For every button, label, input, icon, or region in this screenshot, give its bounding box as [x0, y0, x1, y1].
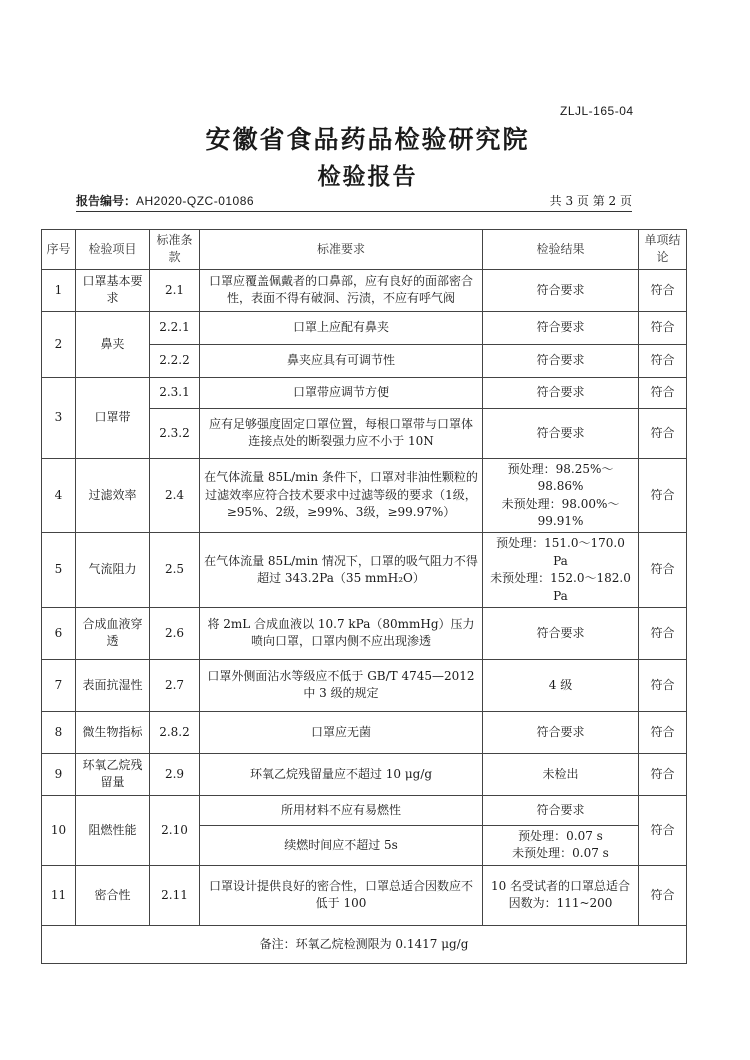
note-row	[42, 925, 687, 963]
cell-requirement: 将 2mL 合成血液以 10.7 kPa（80mmHg）压力喷向口罩，口罩内侧不应出现渗透	[200, 607, 483, 659]
header-seq: 序号	[42, 230, 76, 270]
table-row	[42, 795, 687, 825]
cell-clause: 2.1	[150, 269, 200, 311]
cell-item: 合成血液穿透	[76, 607, 150, 659]
cell-result: 符合要求	[483, 408, 639, 458]
cell-seq: 6	[42, 607, 76, 659]
cell-clause: 2.3.1	[150, 377, 200, 408]
cell-conclusion: 符合	[639, 533, 687, 608]
cell-clause: 2.10	[150, 795, 200, 865]
cell-conclusion: 符合	[639, 344, 687, 377]
cell-result: 符合要求	[483, 269, 639, 311]
cell-seq: 8	[42, 711, 76, 753]
cell-result: 符合要求	[483, 607, 639, 659]
header-result: 检验结果	[483, 230, 639, 270]
cell-item: 过滤效率	[76, 458, 150, 533]
cell-item: 环氧乙烷残留量	[76, 753, 150, 795]
header-item: 检验项目	[76, 230, 150, 270]
cell-item: 密合性	[76, 865, 150, 925]
cell-item: 表面抗湿性	[76, 659, 150, 711]
table-header-row	[42, 230, 687, 270]
cell-conclusion: 符合	[639, 408, 687, 458]
page-indicator: 共 3 页 第 2 页	[549, 194, 632, 208]
cell-seq: 5	[42, 533, 76, 608]
cell-requirement: 口罩上应配有鼻夹	[200, 311, 483, 344]
cell-conclusion: 符合	[639, 795, 687, 865]
cell-requirement: 口罩带应调节方便	[200, 377, 483, 408]
cell-clause: 2.3.2	[150, 408, 200, 458]
cell-clause: 2.2.1	[150, 311, 200, 344]
cell-clause: 2.6	[150, 607, 200, 659]
header-requirement: 标准要求	[200, 230, 483, 270]
cell-requirement: 所用材料不应有易燃性	[200, 795, 483, 825]
cell-conclusion: 符合	[639, 269, 687, 311]
cell-seq: 11	[42, 865, 76, 925]
cell-result: 符合要求	[483, 344, 639, 377]
cell-conclusion: 符合	[639, 377, 687, 408]
cell-result: 符合要求	[483, 311, 639, 344]
header-rule	[76, 211, 632, 212]
report-title: 检验报告	[317, 164, 418, 190]
table-row	[42, 753, 687, 795]
cell-clause: 2.5	[150, 533, 200, 608]
table-row	[42, 533, 687, 608]
cell-result: 4 级	[483, 659, 639, 711]
cell-result: 符合要求	[483, 377, 639, 408]
cell-seq: 1	[42, 269, 76, 311]
cell-requirement: 续燃时间应不超过 5s	[200, 825, 483, 865]
cell-result: 符合要求	[483, 711, 639, 753]
cell-seq: 3	[42, 377, 76, 458]
inspection-table	[41, 229, 687, 964]
cell-clause: 2.2.2	[150, 344, 200, 377]
cell-result: 未检出	[483, 753, 639, 795]
cell-clause: 2.9	[150, 753, 200, 795]
cell-result: 预处理：151.0～170.0 Pa 未预处理：152.0～182.0 Pa	[483, 533, 639, 608]
cell-clause: 2.7	[150, 659, 200, 711]
cell-requirement: 鼻夹应具有可调节性	[200, 344, 483, 377]
table-row	[42, 377, 687, 408]
cell-result: 10 名受试者的口罩总适合因数为：111~200	[483, 865, 639, 925]
cell-conclusion: 符合	[639, 659, 687, 711]
note-text: 备注：环氧乙烷检测限为 0.1417 μg/g	[42, 925, 687, 963]
cell-item: 微生物指标	[76, 711, 150, 753]
cell-result: 符合要求	[483, 795, 639, 825]
document-code: ZLJL-165-04	[560, 104, 634, 118]
table-row	[42, 659, 687, 711]
cell-conclusion: 符合	[639, 753, 687, 795]
cell-seq: 10	[42, 795, 76, 865]
cell-requirement: 口罩应无菌	[200, 711, 483, 753]
cell-requirement: 口罩应覆盖佩戴者的口鼻部，应有良好的面部密合性，表面不得有破洞、污渍，不应有呼气阀	[200, 269, 483, 311]
cell-conclusion: 符合	[639, 865, 687, 925]
institute-title: 安徽省食品药品检验研究院	[205, 125, 530, 154]
cell-result: 预处理：98.25%～98.86% 未预处理：98.00%～99.91%	[483, 458, 639, 533]
cell-seq: 9	[42, 753, 76, 795]
cell-requirement: 在气体流量 85L/min 情况下，口罩的吸气阻力不得超过 343.2Pa（35 mmH₂O）	[200, 533, 483, 608]
table-row	[42, 311, 687, 344]
cell-item: 口罩带	[76, 377, 150, 458]
cell-requirement: 环氧乙烷残留量应不超过 10 μg/g	[200, 753, 483, 795]
report-number-label: 报告编号：	[76, 194, 137, 208]
header-clause: 标准条款	[150, 230, 200, 270]
table-row	[42, 607, 687, 659]
cell-clause: 2.4	[150, 458, 200, 533]
report-number: AH2020-QZC-01086	[136, 194, 255, 208]
cell-conclusion: 符合	[639, 311, 687, 344]
header-conclusion: 单项结论	[639, 230, 687, 270]
table-row	[42, 269, 687, 311]
cell-result: 预处理：0.07 s 未预处理：0.07 s	[483, 825, 639, 865]
cell-requirement: 在气体流量 85L/min 条件下，口罩对非油性颗粒的过滤效率应符合技术要求中过滤等级的要求（1级，≥95%、2级，≥99%、3级，≥99.97%）	[200, 458, 483, 533]
cell-conclusion: 符合	[639, 458, 687, 533]
cell-item: 气流阻力	[76, 533, 150, 608]
table-row	[42, 458, 687, 533]
table-row	[42, 711, 687, 753]
cell-seq: 7	[42, 659, 76, 711]
cell-clause: 2.11	[150, 865, 200, 925]
cell-conclusion: 符合	[639, 711, 687, 753]
cell-seq: 2	[42, 311, 76, 377]
cell-clause: 2.8.2	[150, 711, 200, 753]
cell-requirement: 口罩外侧面沾水等级应不低于 GB/T 4745—2012 中 3 级的规定	[200, 659, 483, 711]
report-info-line	[76, 192, 632, 209]
cell-item: 阻燃性能	[76, 795, 150, 865]
cell-conclusion: 符合	[639, 607, 687, 659]
cell-item: 口罩基本要求	[76, 269, 150, 311]
cell-requirement: 口罩设计提供良好的密合性，口罩总适合因数应不低于 100	[200, 865, 483, 925]
cell-requirement: 应有足够强度固定口罩位置，每根口罩带与口罩体连接点处的断裂强力应不小于 10N	[200, 408, 483, 458]
cell-seq: 4	[42, 458, 76, 533]
cell-item: 鼻夹	[76, 311, 150, 377]
table-row	[42, 865, 687, 925]
